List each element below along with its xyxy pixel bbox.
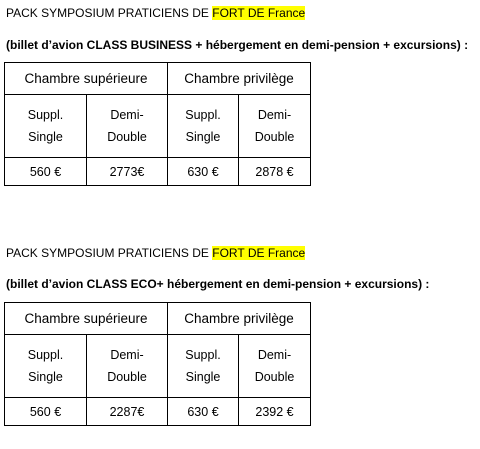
subheader-cell (87, 95, 168, 158)
pack-title (6, 246, 305, 260)
price-cell: 2287€ (87, 398, 168, 426)
group-header-superieure: Chambre supérieure (5, 63, 168, 95)
table-row-subheaders (5, 335, 311, 398)
pack-subtitle: (billet d’avion CLASS BUSINESS + hébergement en demi-pension + excursions) : (6, 38, 469, 52)
subheader-line1: Demi- (257, 348, 292, 362)
table-row-subheaders (5, 95, 311, 158)
subheader-line1: Suppl. (27, 348, 64, 362)
subheader-line2: Double (107, 130, 147, 144)
pricing-table-business (4, 62, 311, 186)
pack-title-highlight: FORT DE France (212, 6, 306, 20)
group-header-privilege: Chambre privilège (168, 63, 311, 95)
pack-title (6, 6, 305, 20)
table-row-prices (5, 158, 311, 186)
subheader-line2: Double (254, 130, 295, 144)
subheader-cell (5, 335, 87, 398)
table-row-groups (5, 303, 311, 335)
pricing-table-eco (4, 302, 311, 426)
subheader-line2: Single (28, 370, 63, 384)
price-cell: 630 € (168, 398, 239, 426)
subheader-line2: Single (28, 130, 63, 144)
subheader-cell (239, 335, 311, 398)
subheader-line1: Demi- (110, 108, 144, 122)
subheader-cell (5, 95, 87, 158)
subheader-line2: Double (254, 370, 295, 384)
price-cell: 2878 € (239, 158, 311, 186)
price-cell: 630 € (168, 158, 239, 186)
group-header-superieure: Chambre supérieure (5, 303, 168, 335)
subheader-cell (168, 335, 239, 398)
pack-title-prefix: PACK SYMPOSIUM PRATICIENS DE (6, 246, 213, 260)
subheader-line2: Double (107, 370, 147, 384)
price-cell: 2392 € (239, 398, 311, 426)
table-row-groups (5, 63, 311, 95)
subheader-cell (87, 335, 168, 398)
group-header-privilege: Chambre privilège (168, 303, 311, 335)
subheader-line1: Suppl. (185, 348, 221, 362)
price-cell: 560 € (5, 158, 87, 186)
subheader-line1: Suppl. (185, 108, 221, 122)
price-cell: 2773€ (87, 158, 168, 186)
subheader-cell (239, 95, 311, 158)
subheader-cell (168, 95, 239, 158)
subheader-line1: Demi- (110, 348, 144, 362)
subheader-line2: Single (185, 130, 221, 144)
subheader-line1: Suppl. (27, 108, 64, 122)
pack-title-prefix: PACK SYMPOSIUM PRATICIENS DE (6, 6, 213, 20)
pack-subtitle: (billet d’avion CLASS ECO+ hébergement en demi-pension + excursions) : (6, 277, 430, 291)
subheader-line2: Single (185, 370, 221, 384)
pack-title-highlight: FORT DE France (212, 246, 306, 260)
table-row-prices (5, 398, 311, 426)
price-cell: 560 € (5, 398, 87, 426)
subheader-line1: Demi- (257, 108, 292, 122)
